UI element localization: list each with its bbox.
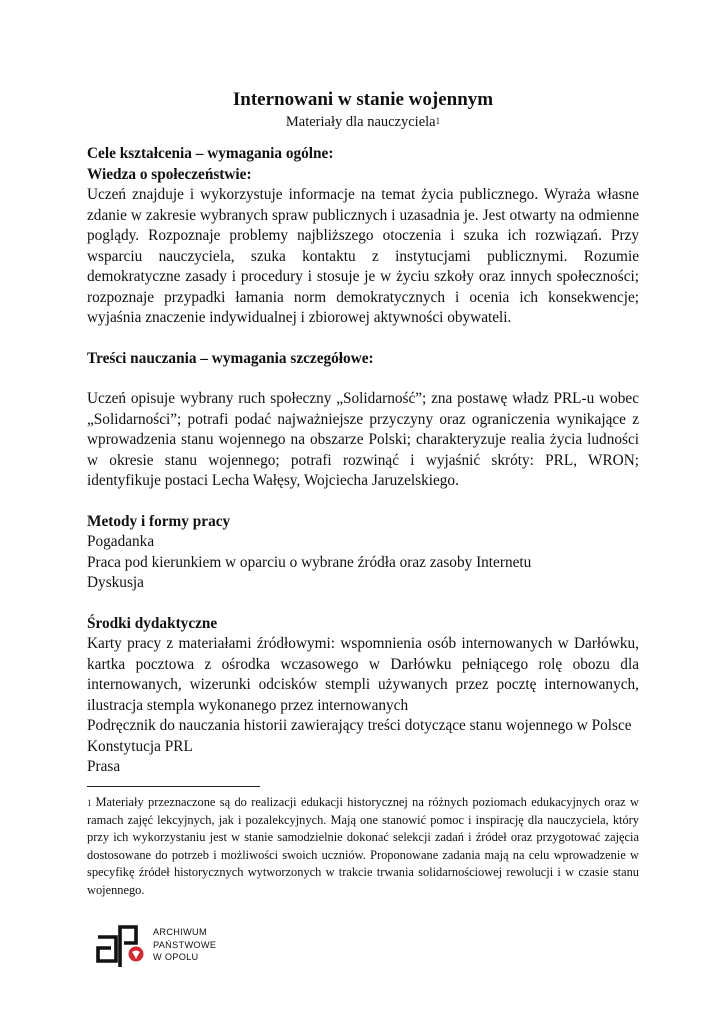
subtitle-text: Materiały dla nauczyciela — [285, 114, 436, 130]
footnote-ref[interactable]: 1 — [435, 116, 441, 126]
archive-logo-mark — [96, 921, 146, 967]
logo-line: PAŃSTWOWE — [153, 939, 217, 950]
detailed-requirements-heading: Treści nauczania – wymagania szczegółowe: — [87, 349, 374, 367]
footnote-separator — [87, 786, 260, 787]
teaching-means-text: Karty pracy z materiałami źródłowymi: wspomnienia osób internowanych w Darłówku, kartka pocztowa z ośrodka wczasowego w Darłówku pełniącego rolę obozu dla internowanych, wizerunki odcisków stempli używanych przez pocztę internowanych, ilustracja stempla wykonanego przez internowanych — [87, 635, 639, 714]
logo-line: W OPOLU — [153, 952, 199, 963]
detailed-requirements-text: Uczeń opisuje wybrany ruch społeczny „Solidarność”; zna postawę władz PRL-u wobec „Solidarności”; potrafi podać najważniejsze przyczyny oraz ograniczenia wynikające z wprowadzenia stanu wojennego na obszarze Polski; charakteryzuje realia życia ludności w okresie stanu wojennego; potrafi rozwinąć i wyjaśnić skróty: PRL, WRON; identyfikuje postaci Lecha Wałęsy, Wojciecha Jaruzelskiego. — [87, 390, 639, 489]
social-knowledge-text: Uczeń znajduje i wykorzystuje informacje na temat życia publicznego. Wyraża własne zdanie w zakresie wybranych spraw publicznych i uzasadnia je. Jest otwarty na odmienne poglądy. Rozpoznaje problemy najbliższego otoczenia i szuka ich rozwiązań. Przy wsparciu nauczyciela, szuka kontaktu z instytucjami publicznymi. Rozumie demokratyczne zasady i procedury i stosuje je w życiu szkoły oraz innych społeczności; rozpoznaje przypadki łamania norm demokratycznych i ocenia ich konsekwencje; wyjaśnia znaczenie indywidualnej i zbiorowej aktywności obywateli. — [87, 186, 639, 326]
method-item: Pogadanka — [87, 533, 155, 550]
general-goals-heading: Cele kształcenia – wymagania ogólne: — [87, 145, 334, 162]
method-item: Dyskusja — [87, 574, 144, 591]
social-knowledge-heading: Wiedza o społeczeństwie: — [87, 165, 252, 183]
page-subtitle — [87, 112, 639, 132]
document-page — [87, 88, 639, 778]
footnote-text: Materiały przeznaczone są do realizacji edukacji historycznej na różnych poziomach edukacyjnych oraz w ramach zajęć lekcyjnych, jak i pozalekcyjnych. Mają one stanowić pomoc i inspirację dla nauczyciela, który przy ich wykorzystaniu jest w stanie samodzielnie dokonać selekcji zadań i źródeł oraz przygotować zajęcia dostosowane do potrzeb i możliwości swoich uczniów. Proponowane zadania mają na celu wprowadzenie w specyfikę źródeł historycznych wytworzonych w trakcie trwania solidarnościowej rewolucji i w czasie stanu wojennego. — [87, 795, 639, 897]
footnote-number: 1 — [87, 798, 92, 808]
logo-line: ARCHIWUM — [153, 927, 207, 937]
footnote — [87, 794, 639, 900]
archive-logo-text — [153, 926, 216, 964]
page-title: Internowani w stanie wojennym — [232, 89, 494, 110]
teaching-means-text: Podręcznik do nauczania historii zawierający treści dotyczące stanu wojennego w Polsce — [87, 717, 632, 734]
teaching-means-item: Konstytucja PRL — [87, 737, 193, 755]
methods-heading: Metody i formy pracy — [87, 512, 231, 530]
teaching-means-heading: Środki dydaktyczne — [87, 614, 218, 632]
teaching-means-item: Prasa — [87, 758, 121, 775]
method-item: Praca pod kierunkiem w oparciu o wybrane źródła oraz zasoby Internetu — [87, 553, 532, 571]
archive-logo — [96, 921, 217, 967]
